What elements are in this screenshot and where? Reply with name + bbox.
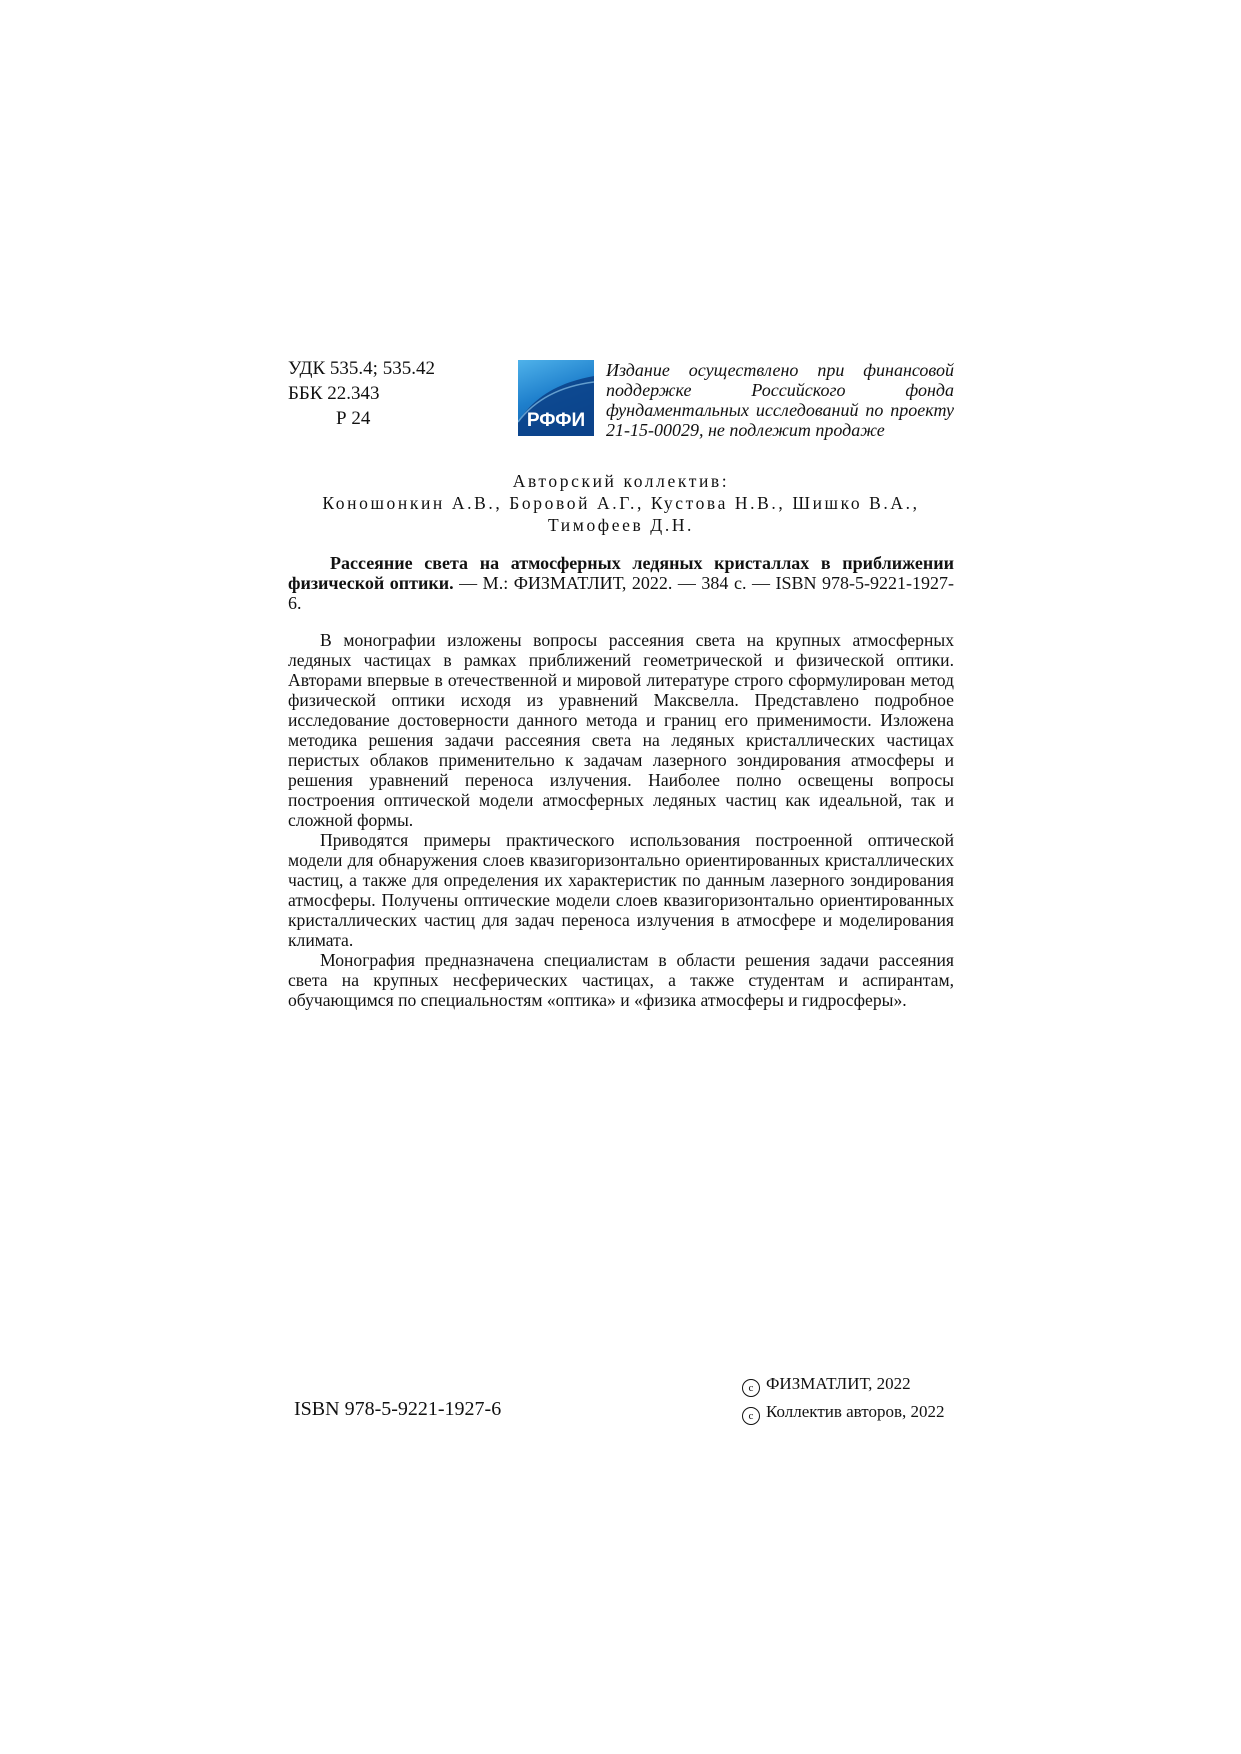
abstract-paragraph: В монографии изложены вопросы рассеяния света на крупных атмосферных ледяных частицах в рамках приближений геометрической и физической оптики. Авторами впервые в отечественной и мировой литературе строго сформулирован метод физической оптики исходя из уравнений Максвелла. Представлено подробное исследование достоверности данного метода и границ его применимости. Изложена методика решения задачи рассеяния света на ледяных кристаллических частицах перистых облаков применительно к задачам лазерного зондирования атмосферы и решения уравнений переноса излучения. Наиболее полно освещены вопросы построения оптической модели атмосферных ледяных частиц как идеальной, так и сложной формы. [288,630,954,830]
rffi-logo-text: РФФИ [526,410,586,431]
authors-heading: Авторский коллектив: [512,471,730,491]
author-mark: Р 24 [336,408,371,429]
classification-block [288,356,435,431]
copyright-authors-text: Коллектив авторов, 2022 [766,1402,945,1421]
publication-details: — М.: ФИЗМАТЛИТ, 2022. — 384 с. — ISBN 978-5-9221-1927-6. [288,573,954,613]
copyright-icon: c [742,1379,760,1397]
abstract-paragraph: Монография предназначена специалистам в области решения задачи рассеяния света на крупных несферических частицах, а также студентам и аспирантам, обучающимся по специальностям «оптика» и «физика атмосферы и гидросферы». [288,950,954,1010]
copyright-block [742,1370,945,1426]
udk-code: УДК 535.4; 535.42 [288,358,435,379]
authors-line-1: Коношонкин А.В., Боровой А.Г., Кустова Н.В., Шишко В.А., [322,493,920,513]
authors-block [288,470,954,536]
bibliographic-citation [288,553,954,613]
copyright-icon: c [742,1407,760,1425]
funding-note: Издание осуществлено при финансовой поддержке Российского фонда фундаментальных исследований по проекту 21-15-00029, не подлежит продаже [606,360,954,440]
book-title: Рассеяние света на атмосферных ледяных кристаллах в приближении физической оптики. [288,553,954,593]
abstract [288,630,954,1010]
rffi-logo [518,360,594,436]
copyright-authors [742,1398,945,1426]
copyright-publisher-text: ФИЗМАТЛИТ, 2022 [766,1374,911,1393]
authors-line-2: Тимофеев Д.Н. [547,515,695,535]
abstract-paragraph: Приводятся примеры практического использования построенной оптической модели для обнаружения слоев квазигоризонтально ориентированных кристаллических частиц, а также для определения их характеристик по данным лазерного зондирования атмосферы. Получены оптические модели слоев квазигоризонтально ориентированных кристаллических частиц для задач переноса излучения в атмосфере и моделирования климата. [288,830,954,950]
isbn: ISBN 978-5-9221-1927-6 [294,1398,502,1420]
bbk-code: ББК 22.343 [288,383,380,404]
copyright-publisher [742,1370,945,1398]
